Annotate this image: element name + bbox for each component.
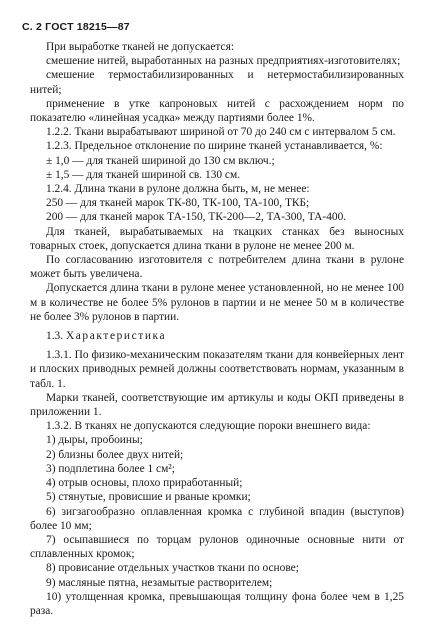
paragraph: По согласованию изготовителя с потребителем длина ткани в рулоне может быть увеличена. (30, 254, 404, 281)
clause-1-2-2: 1.2.2. Ткани вырабатывают шириной от 70 до 240 см с интервалом 5 см. (46, 126, 396, 139)
width-tolerance-item: ± 1,0 — для тканей шириной до 130 см включ.; (46, 154, 275, 167)
document-body (30, 40, 404, 618)
roll-length-item: 250 — для тканей марок ТК-80, ТК-100, ТА-100, ТКБ; (46, 197, 310, 210)
page-header: С. 2 ГОСТ 18215—87 (22, 21, 130, 33)
defect-item: 7) осыпавшиеся по торцам рулонов одиночные основные нити от сплавленных кромок; (30, 533, 404, 561)
defect-item: 9) масляные пятна, незамытые растворителем; (46, 576, 273, 589)
defect-item: 6) зигзагообразно оплавленная кромка с глубиной впадин (выступов) более 10 мм; (30, 505, 404, 532)
section-heading (30, 329, 404, 343)
paragraph: Марки тканей, соответствующие им артикулы и коды ОКП приведены в приложении 1. (30, 391, 404, 419)
paragraph: смешение термостабилизированных и нетермостабилизированных нитей; (30, 69, 404, 96)
defect-item: 1) дыры, пробоины; (46, 434, 143, 447)
defect-item: 4) отрыв основы, плохо приработанный; (46, 477, 243, 490)
defect-item: 2) близны более двух нитей; (46, 448, 184, 461)
clause-1-2-4: 1.2.4. Длина ткани в рулоне должна быть, м, не менее: (46, 183, 310, 196)
section-number: 1.3. (46, 330, 64, 343)
clause-1-3-2: 1.3.2. В тканях не допускаются следующие пороки внешнего вида: (46, 420, 371, 433)
paragraph: При выработке тканей не допускается: (46, 41, 234, 53)
clause-1-2-3: 1.2.3. Предельное отклонение по ширине тканей устанавливается, %: (46, 140, 383, 153)
defect-item: 5) стянутые, провисшие и рваные кромки; (46, 491, 251, 504)
section-title: Характеристика (65, 330, 167, 343)
defect-item: 8) провисание отдельных участков ткани по основе; (46, 562, 299, 575)
paragraph: смешение нитей, выработанных на разных предприятиях-изготовителях; (46, 55, 401, 68)
defect-item: 3) подплетина более 1 см²; (46, 462, 175, 475)
paragraph: Допускается длина ткани в рулоне менее установленной, но не менее 100 м в количестве не более 5% рулонов в партии и не менее 50 м в количестве не более 3% рулонов в партии. (30, 282, 404, 323)
defect-item: 10) утолщенная кромка, превышающая толщину фона более чем в 1,25 раза. (30, 590, 404, 617)
clause-1-3-1: 1.3.1. По физико-механическим показателям ткани для конвейерных лент и плоских приводных ремней должны соответствовать нормам, указанным в табл. 1. (30, 349, 404, 390)
paragraph: Для тканей, вырабатываемых на ткацких станках без выносных товарных стоек, допускается длина ткани в рулоне не менее 200 м. (30, 225, 404, 252)
roll-length-item: 200 — для тканей марок ТА-150, ТК-200—2, ТА-300, ТА-400. (46, 211, 347, 224)
width-tolerance-item: ± 1,5 — для тканей шириной св. 130 см. (46, 168, 241, 181)
paragraph: применение в утке капроновых нитей с расхождением норм по показателю «линейная усадка» между партиями более 1%. (30, 97, 404, 125)
